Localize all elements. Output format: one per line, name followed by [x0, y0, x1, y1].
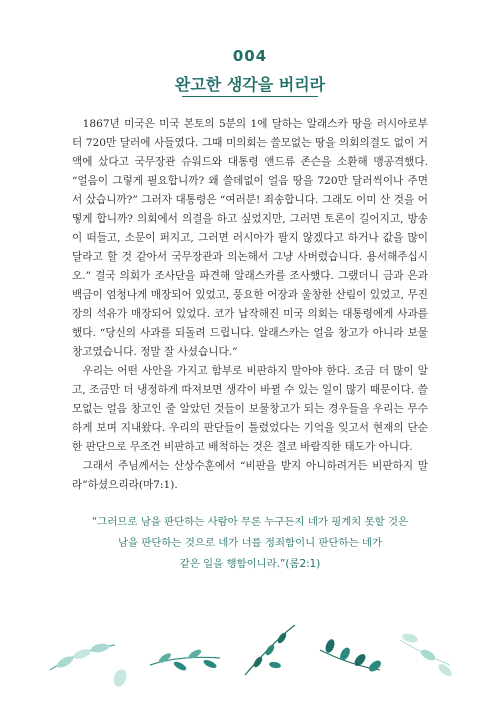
quote-line: 같은 일을 행함이니라.”(롬2:1)	[179, 558, 321, 570]
scripture-quote	[60, 512, 440, 575]
body-text	[72, 115, 428, 495]
chapter-number: 004	[232, 47, 268, 65]
fern-sprig-icon	[320, 638, 383, 674]
quote-line: 남을 판단하는 것으로 네가 너를 정죄함이니 판단하는 네가	[117, 537, 382, 549]
title-underline	[182, 96, 318, 97]
leaf-decoration	[30, 610, 470, 695]
body-paragraph: 그래서 주님께서는 산상수훈에서 “비판을 받지 아니하려거든 비판하지 말라”하셨으리라(마7:1).	[72, 460, 428, 491]
chapter-title: 완고한 생각을 버리라	[174, 75, 326, 94]
body-paragraph: 1867년 미국은 미국 본토의 5분의 1에 달하는 알래스카 땅을 러시아로부터 720만 달러에 사들였다. 그때 미의회는 쓸모없는 땅을 의회의결도 없이 거액에 샀다고 국무장관 슈워드와 대통령 앤드류 존슨을 소환해 맹공격했다. “얼음이 그렇게 필요합니까? 왜 쓸데없이 얼음 땅을 720만 달러씩이나 주면서 샀습니까?” 그러자 대통령은 “여러분! 죄송합니다. 그래도 이미 산 것을 어떻게 합니까? 의회에서 의결을 하고 싶었지만, 그러면 토론이 길어지고, 방송이 떠들고, 소문이 퍼지고, 그러면 러시아가 팔지 않겠다고 하거나 값을 많이 달라고 할 것 같아서 국무장관과 의논해서 그냥 사버렸습니다. 용서해주십시오.” 결국 의회가 조사단을 파견해 알래스카를 조사했다. 그랬더니 금과 은과 백금이 엄청나게 매장되어 있었고, 풍요한 어장과 울창한 산림이 있었고, 무진장의 석유가 매장되어 있었다. 코가 납작해진 미국 의회는 대통령에게 사과를 했다. “당신의 사과를 되돌려 드립니다. 알래스카는 얼음 창고가 아니라 보물창고였습니다. 정말 잘 사셨습니다.”	[72, 118, 428, 358]
quote-line: “그러므로 남을 판단하는 사람아 무론 누구든지 네가 핑계치 못할 것은	[91, 516, 409, 528]
leaf-sprig-icon	[400, 632, 454, 678]
leaf-sprig-icon	[50, 642, 129, 688]
leaf-sprig-icon	[150, 648, 220, 672]
body-paragraph: 우리는 어떤 사안을 가지고 함부로 비판하지 말아야 한다. 조금 더 많이 알고, 조금만 더 냉정하게 따져보면 생각이 바뀔 수 있는 일이 많기 때문이다. 쓸모없는 얼음 창고인 줄 알았던 것들이 보물창고가 되는 경우들을 우리는 무수하게 보며 지내왔다. 우리의 판단들이 틀렸었다는 기억을 잊고서 현재의 단순한 판단으로 무조건 비판하고 배척하는 것은 결코 바람직한 태도가 아니다.	[72, 365, 428, 453]
fern-sprig-icon	[245, 625, 295, 675]
